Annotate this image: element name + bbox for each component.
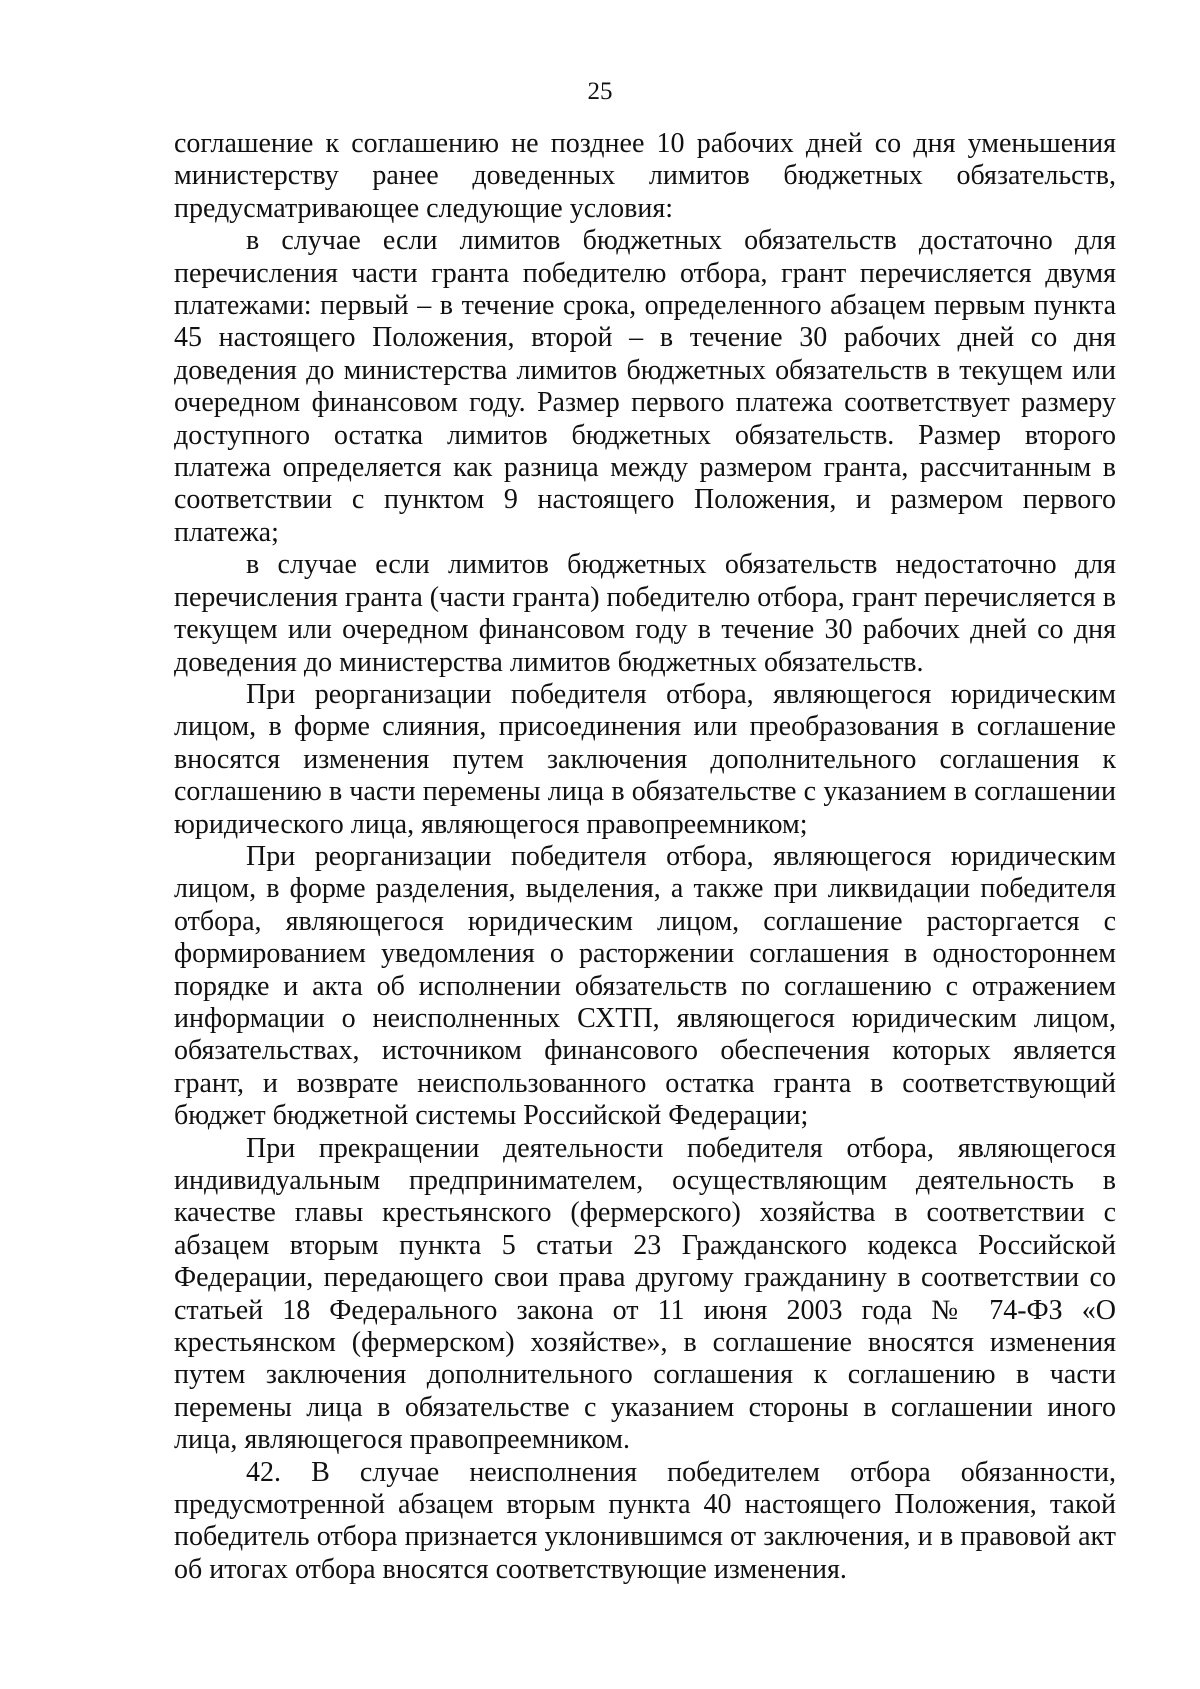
paragraph-reorganization-division: При реорганизации победителя отбора, являющегося юридическим лицом, в форме разделения, выделения, а также при ликвидации победителя отбора, являющегося юридическим лицом, соглашение расторгается с формированием уведомления о расторжении соглашения в одностороннем порядке и акта об исполнении обязательств по соглашению с отражением информации о неисполненных СХТП, являющегося юридическим лицом, обязательствах, источником финансового обеспечения которых является грант, и возврате неиспользованного остатка гранта в соответствующий бюджет бюджетной системы Российской Федерации; — [174, 840, 1116, 1132]
paragraph-continuation: соглашение к соглашению не позднее 10 рабочих дней со дня уменьшения министерству ранее доведенных лимитов бюджетных обязательств, предусматривающее следующие условия: — [174, 128, 1116, 224]
paragraph-sufficient-limits: в случае если лимитов бюджетных обязательств достаточно для перечисления части гранта победителю отбора, грант перечисляется двумя платежами: первый – в течение срока, определенного абзацем первым пункта 45 настоящего Положения, второй – в течение 30 рабочих дней со дня доведения до министерства лимитов бюджетных обязательств в текущем или очередном финансовом году. Размер первого платежа соответствует размеру доступного остатка лимитов бюджетных обязательств. Размер второго платежа определяется как разница между размером гранта, рассчитанным в соответствии с пунктом 9 настоящего Положения, и размером первого платежа; — [174, 225, 1116, 548]
paragraph-item-42: 42. В случае неисполнения победителем отбора обязанности, предусмотренной абзацем вторым пункта 40 настоящего Положения, такой победитель отбора признается уклонившимся от заключения, и в правовой акт об итогах отбора вносятся соответствующие изменения. — [174, 1456, 1116, 1585]
paragraph-termination-entrepreneur: При прекращении деятельности победителя отбора, являющегося индивидуальным предпринимателем, осуществляющим деятельность в качестве главы крестьянского (фермерского) хозяйства в соответствии с абзацем вторым пункта 5 статьи 23 Гражданского кодекса Российской Федерации, передающего свои права другому гражданину в соответствии со статьей 18 Федерального закона от 11 июня 2003 года № 74-ФЗ «О крестьянском (фермерском) хозяйстве», в соглашение вносятся изменения путем заключения дополнительного соглашения к соглашению в части перемены лица в обязательстве с указанием стороны в соглашении иного лица, являющегося правопреемником. — [174, 1132, 1116, 1456]
document-body — [174, 128, 1116, 1586]
page-number: 25 — [587, 78, 613, 105]
paragraph-insufficient-limits: в случае если лимитов бюджетных обязательств недостаточно для перечисления гранта (части гранта) победителю отбора, грант перечисляется в текущем или очередном финансовом году в течение 30 рабочих дней со дня доведения до министерства лимитов бюджетных обязательств. — [174, 549, 1116, 678]
paragraph-reorganization-merger: При реорганизации победителя отбора, являющегося юридическим лицом, в форме слияния, присоединения или преобразования в соглашение вносятся изменения путем заключения дополнительного соглашения к соглашению в части перемены лица в обязательстве с указанием в соглашении юридического лица, являющегося правопреемником; — [174, 678, 1116, 840]
